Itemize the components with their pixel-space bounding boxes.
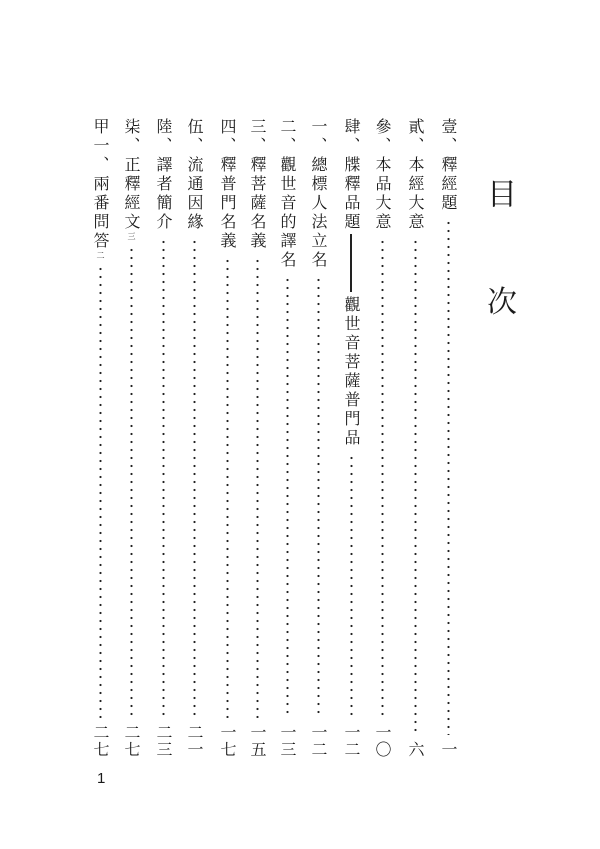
leader-dots bbox=[414, 238, 417, 735]
toc-entry-label: 伍、流通因緣 bbox=[185, 118, 204, 232]
toc-entry-label: 肆、牒釋品題 bbox=[342, 118, 361, 232]
toc-entry bbox=[371, 118, 393, 758]
page-number: 1 bbox=[97, 770, 106, 787]
toc-entry-label: 四、釋普門名義 bbox=[218, 118, 237, 251]
toc-entry-sublabel: 觀世音菩薩普門品 bbox=[342, 296, 361, 448]
leader-dots bbox=[130, 246, 133, 718]
toc-entry bbox=[340, 118, 362, 758]
toc-entry-label: 柒、正釋經文 bbox=[122, 118, 141, 232]
toc-entry-page: 一三 bbox=[278, 724, 297, 758]
page-title: 目 次 bbox=[481, 178, 516, 350]
toc-entry-page: 一五 bbox=[248, 724, 267, 758]
toc-entry-page: 一七 bbox=[218, 724, 237, 758]
toc-entry-label: 壹、釋經題 bbox=[439, 118, 458, 213]
leader-dots bbox=[193, 238, 196, 718]
toc-entry bbox=[276, 118, 298, 758]
toc-entry bbox=[120, 118, 142, 758]
toc-entry-marker: 三 bbox=[127, 232, 136, 240]
toc-entry-page: 六 bbox=[406, 741, 425, 758]
toc-entry-page: 二七 bbox=[122, 724, 141, 758]
toc-entry-label: 陸、譯者簡介 bbox=[154, 118, 173, 232]
toc-entry-page: 二三 bbox=[154, 724, 173, 758]
toc-entry-marker: 二 bbox=[96, 251, 105, 259]
toc-entry-page: 二七 bbox=[91, 724, 110, 758]
toc-entry-page: 一〇 bbox=[373, 724, 392, 758]
leader-dots bbox=[381, 238, 384, 718]
toc-entry-label: 貳、本經大意 bbox=[406, 118, 425, 232]
toc-entry-page: 一二 bbox=[309, 724, 328, 758]
leader-dots bbox=[317, 276, 320, 718]
em-dash bbox=[350, 234, 352, 292]
toc-entry-label: 甲一、兩番問答 bbox=[91, 118, 110, 251]
toc-entry-label: 二、觀世音的譯名 bbox=[278, 118, 297, 270]
toc-entry-page: 一二 bbox=[342, 724, 361, 758]
leader-dots bbox=[99, 265, 102, 718]
toc-entry-label: 一、總標人法立名 bbox=[309, 118, 328, 270]
toc-entry-label: 參、本品大意 bbox=[373, 118, 392, 232]
toc-entry-page: 一 bbox=[439, 741, 458, 758]
toc-entry-page: 二一 bbox=[185, 724, 204, 758]
toc-entry bbox=[404, 118, 426, 758]
toc-entry bbox=[183, 118, 205, 758]
toc-entry bbox=[437, 118, 459, 758]
leader-dots bbox=[447, 219, 450, 735]
toc-entry bbox=[246, 118, 268, 758]
toc-entry bbox=[152, 118, 174, 758]
leader-dots bbox=[286, 276, 289, 718]
leader-dots bbox=[350, 454, 353, 718]
toc-entry bbox=[216, 118, 238, 758]
leader-dots bbox=[162, 238, 165, 718]
toc-entry-label: 三、釋菩薩名義 bbox=[248, 118, 267, 251]
leader-dots bbox=[226, 257, 229, 718]
toc-entry bbox=[89, 118, 111, 758]
toc-entry bbox=[307, 118, 329, 758]
leader-dots bbox=[256, 257, 259, 718]
